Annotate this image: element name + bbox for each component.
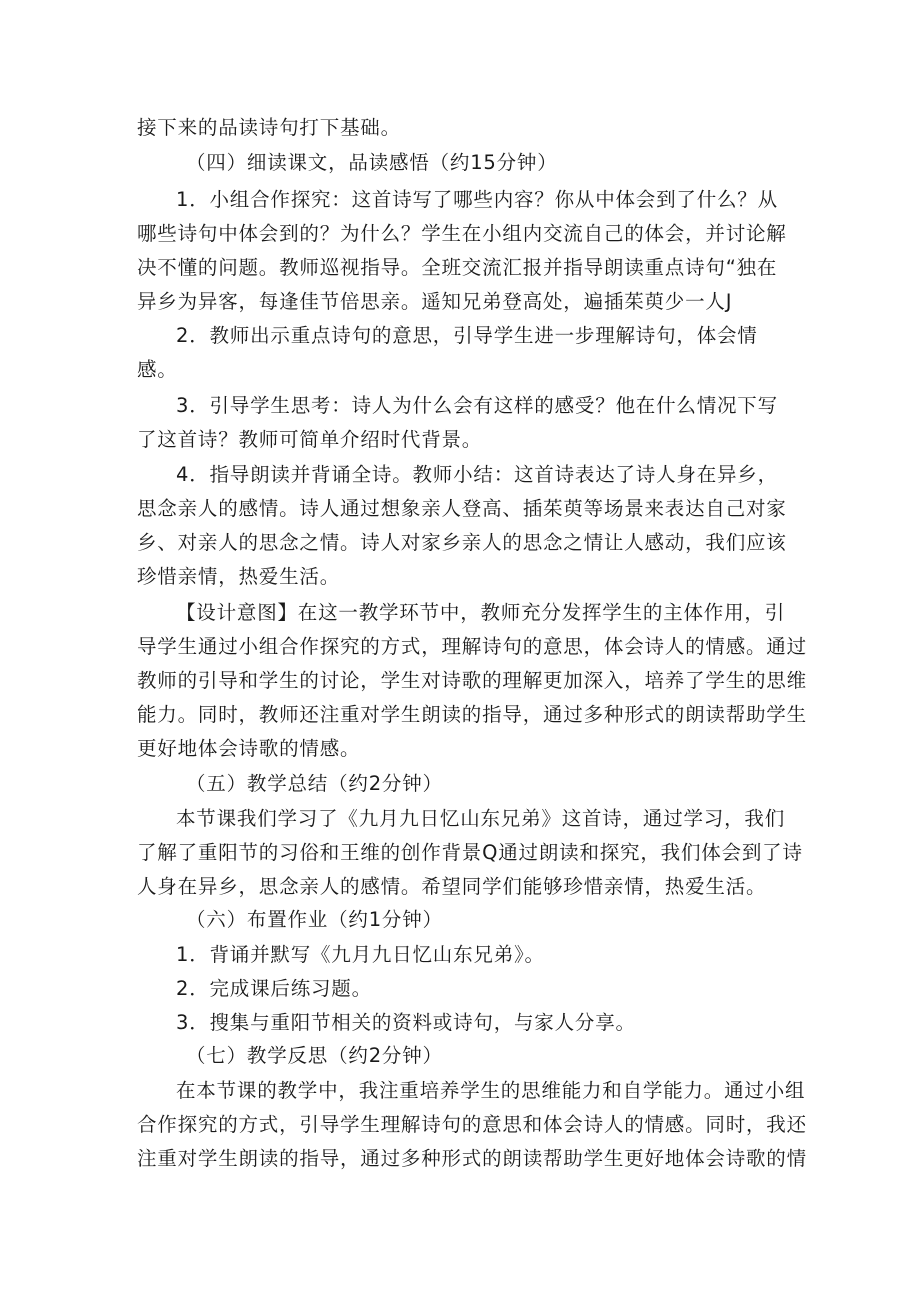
paragraph-line: 更好地体会诗歌的情感。 — [137, 737, 361, 760]
paragraph-line: 本节课我们学习了《九月九日忆山东兄弟》这首诗，通过学习，我们 — [176, 807, 786, 830]
paragraph-line: 决不懂的问题。教师巡视指导。全班交流汇报并指导朗读重点诗句“独在 — [137, 256, 778, 279]
section-heading-6: （六）布置作业（约1分钟） — [186, 908, 443, 931]
homework-item: 2．完成课后练习题。 — [176, 977, 372, 1000]
paragraph-line: 乡、对亲人的思念之情。诗人对家乡亲人的思念之情让人感动，我们应该 — [137, 531, 787, 554]
homework-item: 3．搜集与重阳节相关的资料或诗句，与家人分享。 — [176, 1011, 636, 1034]
section-heading-4: （四）细读课文，品读感悟（约15分钟） — [186, 151, 558, 174]
paragraph-line: 注重对学生朗读的指导，通过多种形式的朗读帮助学生更好地体会诗歌的情 — [137, 1147, 807, 1170]
paragraph-line: 接下来的品读诗句打下基础。 — [137, 116, 401, 139]
design-intent-line: 【设计意图】在这一教学环节中，教师充分发挥学生的主体作用，引 — [176, 601, 786, 624]
paragraph-line: 3．引导学生思考：诗人为什么会有这样的感受？他在什么情况下写 — [176, 394, 778, 417]
homework-item: 1．背诵并默写《九月九日忆山东兄弟》。 — [176, 943, 545, 966]
paragraph-line: 珍惜亲情，热爱生活。 — [137, 565, 341, 588]
paragraph-line: 哪些诗句中体会到的？为什么？学生在小组内交流自己的体会，并讨论解 — [137, 222, 787, 245]
paragraph-line: 了这首诗？教师可简单介绍时代背景。 — [137, 428, 483, 451]
section-heading-5: （五）教学总结（约2分钟） — [186, 772, 443, 795]
paragraph-line: 感。 — [137, 358, 178, 381]
paragraph-line: 2．教师出示重点诗句的意思，引导学生进一步理解诗句，体会情 — [176, 324, 758, 347]
paragraph-line: 导学生通过小组合作探究的方式，理解诗句的意思，体会诗人的情感。通过 — [137, 635, 807, 658]
paragraph-line: 合作探究的方式，引导学生理解诗句的意思和体会诗人的情感。同时，我还 — [137, 1113, 807, 1136]
paragraph-line: 1．小组合作探究：这首诗写了哪些内容？你从中体会到了什么？从 — [176, 188, 778, 211]
paragraph-line: 了解了重阳节的习俗和王维的创作背景Q通过朗读和探究，我们体会到了诗 — [137, 841, 803, 864]
paragraph-line: 异乡为异客，每逢佳节倍思亲。遥知兄弟登高处，遍插茱萸少一人J — [137, 290, 733, 313]
paragraph-line: 教师的引导和学生的讨论，学生对诗歌的理解更加深入，培养了学生的思维 — [137, 669, 807, 692]
paragraph-line: 人身在异乡，思念亲人的感情。希望同学们能够珍惜亲情，热爱生活。 — [137, 875, 767, 898]
paragraph-line: 思念亲人的感情。诗人通过想象亲人登高、插茱萸等场景来表达自己对家 — [137, 497, 787, 520]
paragraph-line: 能力。同时，教师还注重对学生朗读的指导，通过多种形式的朗读帮助学生 — [137, 703, 807, 726]
section-heading-7: （七）教学反思（约2分钟） — [186, 1044, 443, 1067]
paragraph-line: 在本节课的教学中，我注重培养学生的思维能力和自学能力。通过小组 — [176, 1079, 806, 1102]
paragraph-line: 4．指导朗读并背诵全诗。教师小结：这首诗表达了诗人身在异乡， — [176, 463, 778, 486]
